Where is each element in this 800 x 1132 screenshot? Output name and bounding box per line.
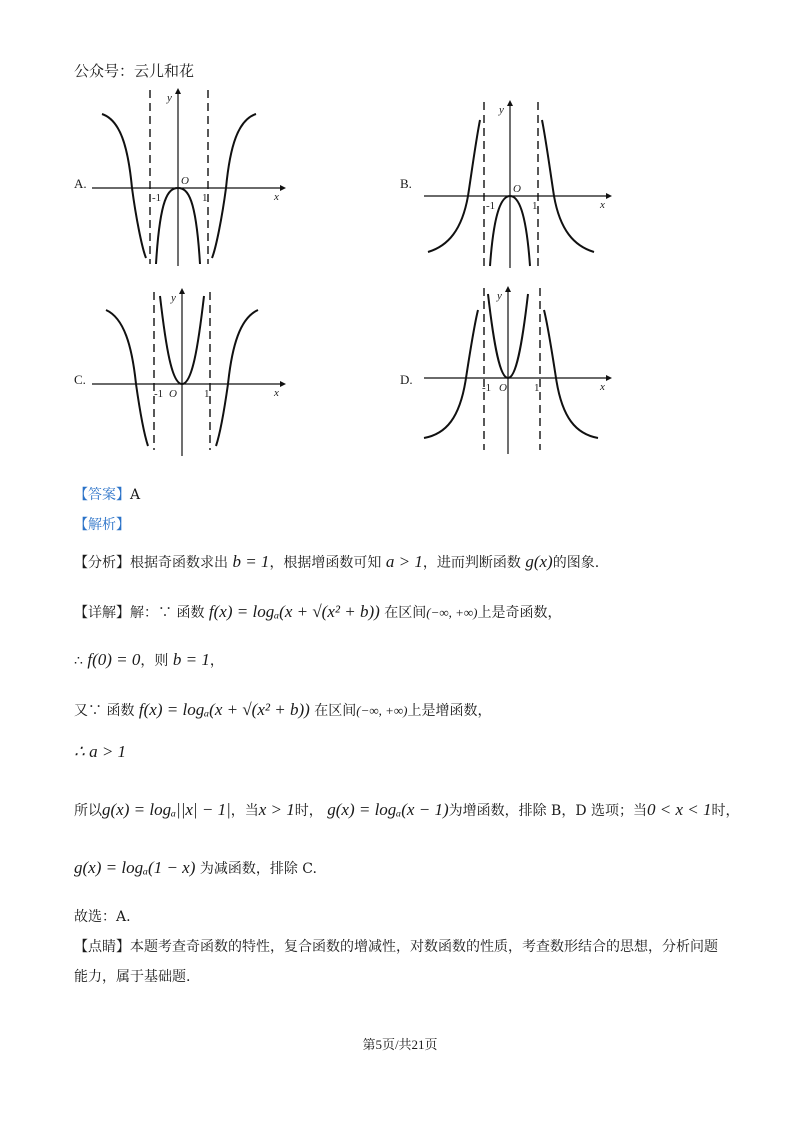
detail-line-6 xyxy=(74,858,317,878)
neg-one-label: -1 xyxy=(154,388,164,400)
detail-text-1a: 解：∵ 函数 xyxy=(130,605,205,621)
comment-line-1 xyxy=(74,936,718,956)
fenxi-tag: 【分析】 xyxy=(74,555,130,571)
graph-b xyxy=(424,100,624,272)
detail-line-5 xyxy=(74,800,740,820)
detail-math-3: f(x) = logₐ(x + √(x² + b)) xyxy=(138,700,310,719)
y-axis-arrow xyxy=(175,88,181,94)
detail-text-5e: 时， xyxy=(711,803,740,819)
one-label: 1 xyxy=(534,382,540,394)
detail-line-4 xyxy=(74,742,126,762)
neg-one-label: -1 xyxy=(486,200,496,212)
one-label: 1 xyxy=(204,388,210,400)
analysis-tag: 【解析】 xyxy=(74,517,130,533)
y-axis-arrow xyxy=(507,100,513,106)
neg-one-label: -1 xyxy=(482,382,492,394)
detail-math-2b: b = 1 xyxy=(172,650,210,669)
fenxi-text-2: ，根据增函数可知 xyxy=(269,555,382,571)
fenxi-text-3: ，进而判断函数 xyxy=(422,555,521,571)
detail-text-5d: 为增函数，排除 B，D 选项；当 xyxy=(448,803,648,819)
detail-text-6b: 为减函数，排除 C. xyxy=(199,861,317,877)
detail-text-1c: 上是奇函数， xyxy=(477,605,562,621)
curve-left xyxy=(106,310,148,446)
x-axis-arrow xyxy=(606,193,612,199)
y-label: y xyxy=(167,92,172,104)
y-axis-arrow xyxy=(505,286,511,292)
detail-math-1: f(x) = logₐ(x + √(x² + b)) xyxy=(208,602,380,621)
neg-one-label: -1 xyxy=(152,192,162,204)
detail-text-2c: ， xyxy=(209,653,224,669)
x-label: x xyxy=(274,191,279,203)
graph-d xyxy=(424,286,624,458)
one-label: 1 xyxy=(202,192,208,204)
detail-text-3b: 在区间 xyxy=(314,703,357,719)
option-b-label: B. xyxy=(400,176,412,191)
curve-left xyxy=(428,120,480,252)
fenxi-line xyxy=(74,552,599,572)
detail-interval-3: (−∞, +∞) xyxy=(356,703,408,718)
comment-text-1: 本题考查奇函数的特性，复合函数的增减性，对数函数的性质，考查数形结合的思想，分析问题 xyxy=(130,939,718,955)
curve-right xyxy=(216,310,258,446)
detail-line-3 xyxy=(74,700,491,720)
detail-tag: 【详解】 xyxy=(74,605,130,621)
fenxi-math-2: a > 1 xyxy=(385,552,423,571)
graph-a xyxy=(92,88,292,270)
origin-label: O xyxy=(169,388,177,400)
answer-line xyxy=(74,484,140,504)
origin-label: O xyxy=(499,382,507,394)
detail-math-5: g(x) = logₐ||x| − 1| xyxy=(102,800,231,819)
analysis-line xyxy=(74,514,130,534)
curve-right xyxy=(544,310,598,438)
origin-label: O xyxy=(181,175,189,187)
detail-math-6: g(x) = logₐ(1 − x) xyxy=(74,858,196,877)
detail-text-3a: 又∵ 函数 xyxy=(74,703,135,719)
curve-left xyxy=(424,310,478,438)
fenxi-text-4: 的图象. xyxy=(552,555,600,571)
detail-math-4: ∴ a > 1 xyxy=(74,742,127,761)
y-label: y xyxy=(171,292,176,304)
detail-text-2b: ，则 xyxy=(140,653,169,669)
detail-math-5d: 0 < x < 1 xyxy=(647,800,712,819)
choose-line: 故选：A. xyxy=(74,909,131,925)
page-header: 公众号：云儿和花 xyxy=(74,62,195,80)
curve-left xyxy=(102,114,146,258)
detail-text-2a: ∴ xyxy=(74,653,83,669)
page-footer: 第5页/共21页 xyxy=(362,1037,438,1052)
x-axis-arrow xyxy=(280,381,286,387)
detail-text-3c: 上是增函数， xyxy=(407,703,492,719)
x-axis-arrow xyxy=(280,185,286,191)
y-label: y xyxy=(497,290,502,302)
curve-right xyxy=(542,120,594,252)
answer-value: A xyxy=(130,487,141,503)
detail-line-1 xyxy=(74,602,561,622)
detail-line-2 xyxy=(74,650,224,670)
one-label: 1 xyxy=(532,200,538,212)
detail-text-5b: ，当 xyxy=(230,803,259,819)
x-label: x xyxy=(274,387,279,399)
graph-c xyxy=(92,288,292,460)
comment-tag: 【点睛】 xyxy=(74,939,130,955)
detail-math-5c: g(x) = logₐ(x − 1) xyxy=(327,800,449,819)
fenxi-text-1: 根据奇函数求出 xyxy=(130,555,228,571)
detail-interval-1: (−∞, +∞) xyxy=(426,605,478,620)
x-label: x xyxy=(600,199,605,211)
detail-text-5a: 所以 xyxy=(74,803,102,819)
comment-line-2: 能力，属于基础题. xyxy=(74,969,191,985)
y-label: y xyxy=(499,104,504,116)
x-axis-arrow xyxy=(606,375,612,381)
option-d-label: D. xyxy=(400,372,413,387)
detail-text-1b: 在区间 xyxy=(384,605,427,621)
x-label: x xyxy=(600,381,605,393)
detail-math-5b: x > 1 xyxy=(258,800,295,819)
origin-label: O xyxy=(513,183,521,195)
answer-tag: 【答案】 xyxy=(74,487,130,503)
y-axis-arrow xyxy=(179,288,185,294)
option-a-label: A. xyxy=(74,176,87,191)
detail-math-2: f(0) = 0 xyxy=(87,650,141,669)
fenxi-math-3: g(x) xyxy=(525,552,553,571)
fenxi-math-1: b = 1 xyxy=(232,552,270,571)
curve-right xyxy=(212,114,256,258)
option-c-label: C. xyxy=(74,372,86,387)
detail-text-5c: 时， xyxy=(294,803,323,819)
